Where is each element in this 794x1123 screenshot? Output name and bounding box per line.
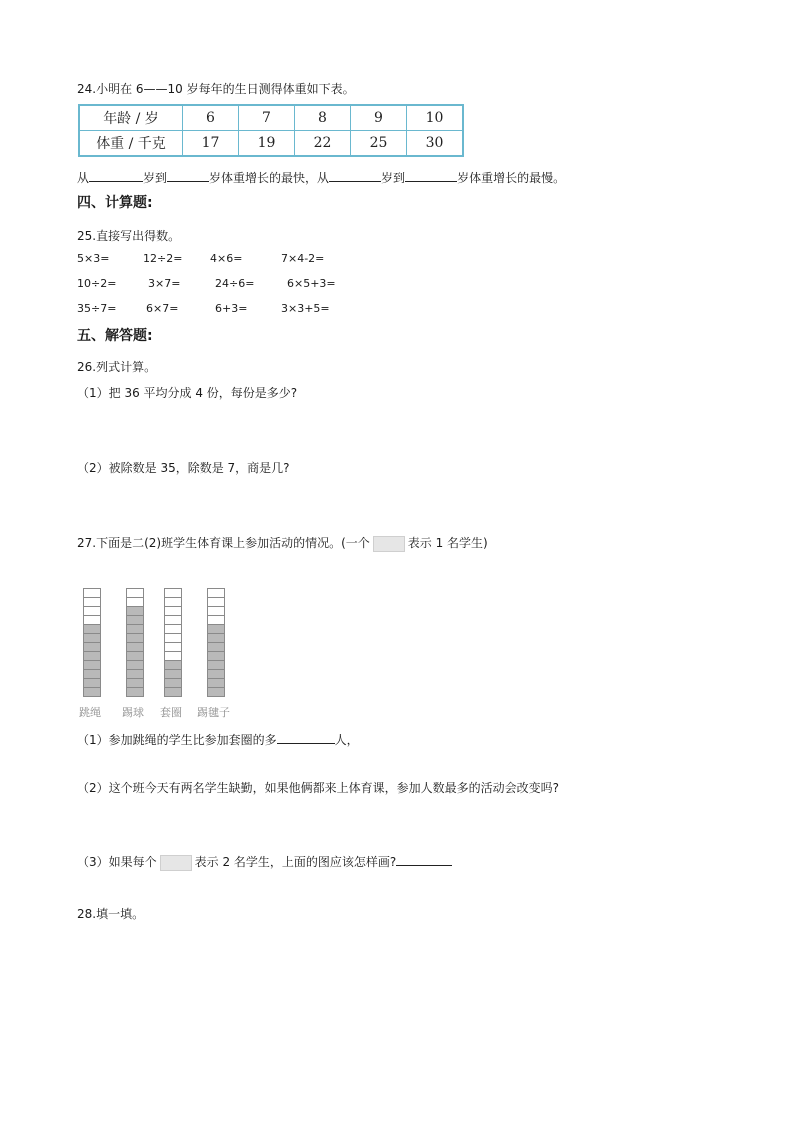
calc-item: 6×7=	[146, 302, 179, 315]
pictograph-bar	[126, 588, 144, 697]
text-segment: 27.下面是二(2)班学生体育课上参加活动的情况。(一个	[77, 536, 370, 550]
calc-item: 3×7=	[148, 277, 181, 290]
answer-blank[interactable]	[396, 853, 452, 866]
pictograph-cell-empty	[164, 607, 182, 616]
pictograph-cell-filled	[164, 670, 182, 679]
answer-blank[interactable]	[277, 731, 335, 744]
text-segment: 岁体重增长的最慢。	[457, 171, 566, 185]
pictograph-bar	[164, 588, 182, 697]
q24-fill-sentence	[77, 169, 565, 186]
pictograph-cell-filled	[207, 643, 225, 652]
table-row	[79, 131, 463, 157]
pictograph-cell-empty	[164, 598, 182, 607]
pictograph-cell-empty	[164, 643, 182, 652]
age-cell: 6	[183, 105, 239, 131]
q24-title: 24.小明在 6——10 岁每年的生日测得体重如下表。	[77, 82, 355, 96]
text-segment: 岁到	[143, 171, 168, 185]
pictograph-cell-empty	[83, 607, 101, 616]
weight-cell: 17	[183, 131, 239, 157]
unit-square-icon	[160, 855, 192, 871]
section-heading-4: 四、计算题:	[77, 195, 153, 211]
pictograph-cell-filled	[164, 679, 182, 688]
text-segment: 表示 2 名学生，上面的图应该怎样画?	[194, 855, 397, 869]
age-cell: 9	[351, 105, 407, 131]
calc-item: 12÷2=	[143, 252, 183, 265]
pictograph-cell-empty	[126, 598, 144, 607]
pictograph-cell-filled	[126, 625, 144, 634]
pictograph-cell-filled	[207, 670, 225, 679]
pictograph-cell-filled	[126, 688, 144, 697]
pictograph-label: 踢毽子	[197, 706, 230, 719]
table-row	[79, 105, 463, 131]
q27-item-3	[77, 853, 452, 871]
pictograph-cell-filled	[83, 670, 101, 679]
pictograph-cell-empty	[83, 588, 101, 598]
pictograph-cell-filled	[207, 679, 225, 688]
weight-cell: 19	[239, 131, 295, 157]
pictograph-cell-empty	[207, 616, 225, 625]
weight-cell: 30	[407, 131, 464, 157]
pictograph-cell-filled	[83, 652, 101, 661]
pictograph-cell-filled	[207, 634, 225, 643]
q27-title	[77, 534, 488, 552]
pictograph-bar	[83, 588, 101, 697]
pictograph-cell-empty	[83, 598, 101, 607]
pictograph-cell-empty	[164, 616, 182, 625]
pictograph-label: 跳绳	[79, 706, 101, 719]
age-cell: 10	[407, 105, 464, 131]
answer-blank[interactable]	[89, 169, 143, 182]
age-header: 年龄 / 岁	[79, 105, 183, 131]
pictograph-cell-filled	[126, 670, 144, 679]
pictograph-cell-filled	[126, 661, 144, 670]
pictograph-cell-filled	[126, 634, 144, 643]
weight-table	[78, 104, 464, 157]
text-segment: （1）参加跳绳的学生比参加套圈的多	[77, 733, 277, 747]
pictograph-cell-filled	[126, 679, 144, 688]
q27-item-2: （2）这个班今天有两名学生缺勤，如果他俩都来上体育课，参加人数最多的活动会改变吗?	[77, 781, 560, 795]
q27-item-1	[77, 731, 359, 748]
unit-square-icon	[373, 536, 405, 552]
calc-item: 7×4-2=	[281, 252, 325, 265]
text-segment: 人，	[334, 733, 359, 747]
text-segment: 表示 1 名学生)	[407, 536, 488, 550]
text-segment: 岁体重增长的最快，从	[209, 171, 330, 185]
pictograph-cell-empty	[126, 588, 144, 598]
calc-item: 3×3+5=	[281, 302, 330, 315]
pictograph-label: 踢球	[122, 706, 144, 719]
calc-item: 10÷2=	[77, 277, 117, 290]
calc-item: 35÷7=	[77, 302, 117, 315]
pictograph-cell-filled	[83, 679, 101, 688]
pictograph-label: 套圈	[160, 706, 182, 719]
q26-item-1: （1）把 36 平均分成 4 份，每份是多少?	[77, 386, 298, 400]
pictograph-cell-empty	[207, 588, 225, 598]
text-segment: （3）如果每个	[77, 855, 157, 869]
age-cell: 8	[295, 105, 351, 131]
answer-blank[interactable]	[329, 169, 381, 182]
text-segment: 从	[77, 171, 90, 185]
calc-item: 24÷6=	[215, 277, 255, 290]
q26-item-2: （2）被除数是 35，除数是 7，商是几?	[77, 461, 290, 475]
pictograph-cell-empty	[164, 588, 182, 598]
q26-title: 26.列式计算。	[77, 360, 157, 374]
pictograph-cell-empty	[164, 625, 182, 634]
calc-item: 5×3=	[77, 252, 110, 265]
calc-item: 6×5+3=	[287, 277, 336, 290]
pictograph-cell-filled	[207, 688, 225, 697]
pictograph-cell-filled	[126, 643, 144, 652]
calc-item: 4×6=	[210, 252, 243, 265]
weight-cell: 22	[295, 131, 351, 157]
pictograph-cell-filled	[207, 652, 225, 661]
q25-title: 25.直接写出得数。	[77, 229, 181, 243]
pictograph-cell-filled	[126, 607, 144, 616]
pictograph-cell-empty	[164, 652, 182, 661]
text-segment: 岁到	[381, 171, 406, 185]
pictograph-cell-filled	[164, 661, 182, 670]
pictograph-cell-empty	[207, 607, 225, 616]
pictograph-cell-empty	[164, 634, 182, 643]
pictograph-bar	[207, 588, 225, 697]
answer-blank[interactable]	[405, 169, 457, 182]
pictograph-cell-filled	[164, 688, 182, 697]
pictograph-cell-filled	[83, 625, 101, 634]
section-heading-5: 五、解答题:	[77, 328, 153, 344]
pictograph-cell-filled	[126, 616, 144, 625]
q28-title: 28.填一填。	[77, 907, 145, 921]
pictograph-cell-empty	[83, 616, 101, 625]
weight-header: 体重 / 千克	[79, 131, 183, 157]
pictograph-cell-filled	[83, 661, 101, 670]
age-cell: 7	[239, 105, 295, 131]
pictograph-cell-filled	[83, 643, 101, 652]
pictograph-cell-filled	[126, 652, 144, 661]
calc-item: 6+3=	[215, 302, 248, 315]
pictograph-cell-filled	[83, 688, 101, 697]
pictograph-cell-filled	[207, 625, 225, 634]
pictograph-cell-filled	[207, 661, 225, 670]
pictograph-cell-filled	[83, 634, 101, 643]
answer-blank[interactable]	[167, 169, 209, 182]
pictograph-cell-empty	[207, 598, 225, 607]
weight-cell: 25	[351, 131, 407, 157]
